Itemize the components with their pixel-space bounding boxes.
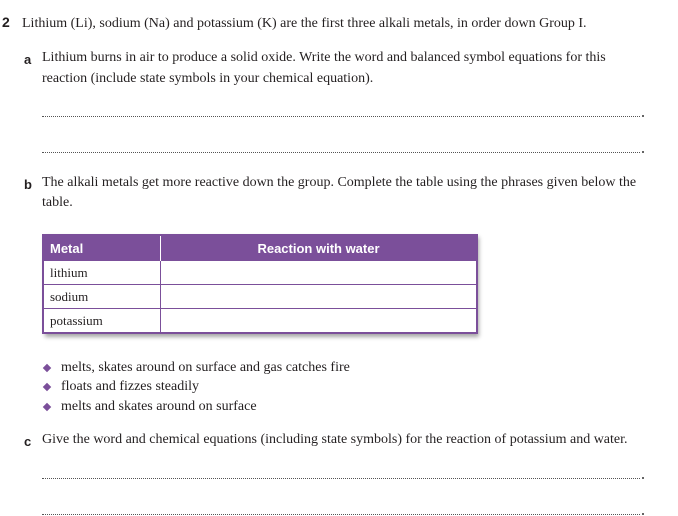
part-a-text-line2: reaction (include state symbols in your chemical equation). (42, 71, 374, 86)
cell-metal: sodium (43, 285, 161, 309)
part-b-text-line1: The alkali metals get more reactive down the group. Complete the table using the phrases given below the (42, 175, 637, 190)
cell-metal: lithium (43, 261, 161, 285)
list-item (42, 397, 350, 417)
phrase-list (42, 358, 350, 417)
table-row (43, 285, 477, 309)
answer-line-c1[interactable] (42, 478, 640, 479)
cell-reaction-input[interactable] (161, 285, 478, 309)
part-b-letter: b (24, 177, 32, 192)
cell-reaction-input[interactable] (161, 261, 478, 285)
question-intro: Lithium (Li), sodium (Na) and potassium (K) are the first three alkali metals, in order down Group I. (22, 16, 587, 31)
table-row (43, 309, 477, 334)
part-a-letter: a (24, 52, 32, 67)
diamond-bullet-icon (43, 383, 51, 391)
list-item (42, 378, 350, 398)
part-a-text-line1: Lithium burns in air to produce a solid oxide. Write the word and balanced symbol equations for this (42, 50, 606, 65)
part-b-text-line2: table. (42, 195, 73, 210)
answer-line-a1[interactable] (42, 116, 640, 117)
phrase-text: melts, skates around on surface and gas catches fire (61, 359, 350, 375)
cell-metal: potassium (43, 309, 161, 334)
diamond-bullet-icon (43, 364, 51, 372)
reaction-table (42, 234, 476, 334)
answer-line-c2[interactable] (42, 514, 640, 515)
table-row (43, 261, 477, 285)
header-metal: Metal (43, 235, 161, 261)
diamond-bullet-icon (43, 403, 51, 411)
part-c-letter: c (24, 434, 32, 449)
cell-reaction-input[interactable] (161, 309, 478, 334)
phrase-text: melts and skates around on surface (61, 398, 257, 414)
table-header-row (43, 235, 477, 261)
answer-line-a2[interactable] (42, 152, 640, 153)
phrase-text: floats and fizzes steadily (61, 379, 200, 395)
part-c-text: Give the word and chemical equations (including state symbols) for the reaction of potassium and water. (42, 432, 628, 447)
list-item (42, 358, 350, 378)
header-reaction: Reaction with water (161, 235, 478, 261)
question-number: 2 (2, 14, 10, 30)
